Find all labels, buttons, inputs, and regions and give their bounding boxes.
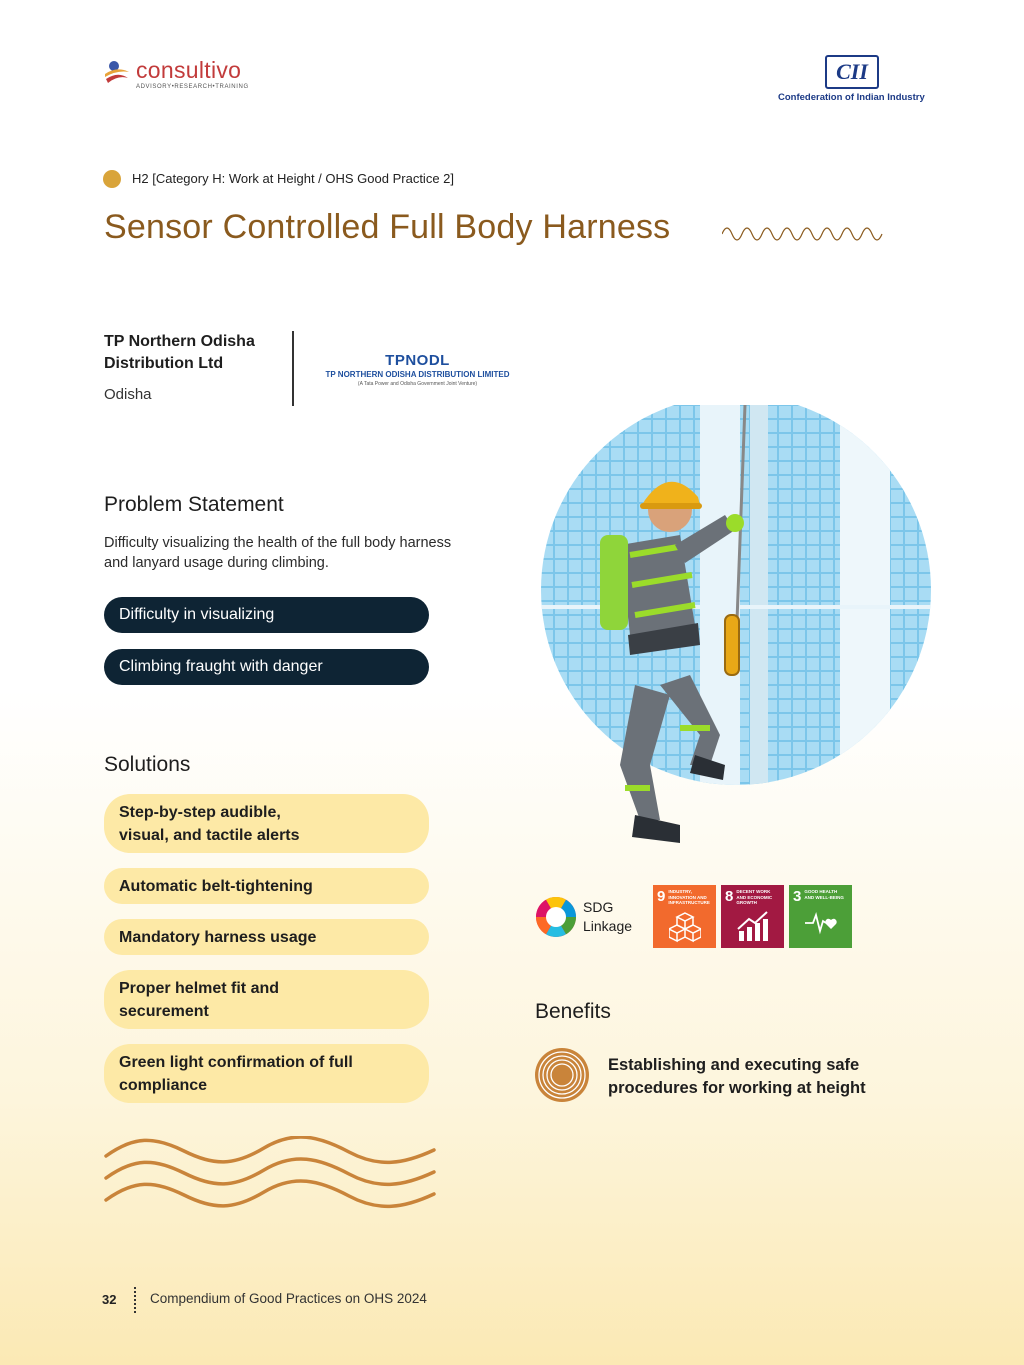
cii-name: Confederation of Indian Industry (778, 92, 925, 103)
problem-point: Climbing fraught with danger (104, 649, 429, 685)
cii-mark: CII (836, 59, 868, 84)
tpnodl-logo-short: TPNODL (385, 352, 450, 369)
consultivo-name: consultivo (136, 57, 242, 83)
tpnodl-logo-sub: (A Tata Power and Odisha Government Joint Venture) (357, 381, 478, 387)
cubes-icon (669, 911, 701, 943)
sdg-goal-9 (653, 885, 716, 948)
worker-climbing-illustration (540, 405, 932, 855)
sdg-goal-3 (789, 885, 852, 948)
problem-text: Difficulty visualizing the health of the full body harness and lanyard usage during climbing. (104, 535, 452, 571)
footer-divider (134, 1287, 136, 1313)
solution-item-label: Proper helmet fit and securement (119, 979, 280, 1020)
sdg-goal-label: DECENT WORK AND ECONOMIC GROWTH (736, 889, 773, 905)
sdg-goal-label: GOOD HEALTH AND WELL-BEING (804, 889, 844, 900)
category-dot (103, 170, 121, 188)
decorative-waves (104, 1136, 436, 1216)
solution-item-label: Mandatory harness usage (119, 928, 317, 946)
organization-name: TP Northern Odisha Distribution Ltd (104, 333, 255, 372)
benefits-heading: Benefits (535, 1000, 611, 1023)
sdg-label-line1: SDG (583, 899, 614, 915)
solution-item (104, 919, 429, 955)
benefit-text: Establishing and executing safe procedures for working at height (608, 1056, 866, 1097)
consultivo-tagline: ADVISORY•RESEARCH•TRAINING (136, 84, 249, 90)
problem-heading: Problem Statement (104, 493, 284, 516)
heartbeat-icon (805, 911, 839, 935)
page-title: Sensor Controlled Full Body Harness (104, 208, 671, 246)
solution-item (104, 1044, 429, 1103)
category-label: H2 [Category H: Work at Height / OHS Good Practice 2] (132, 171, 454, 186)
sdg-goal-number: 3 (793, 888, 802, 905)
sdg-goal-8 (721, 885, 784, 948)
solution-item-label: Automatic belt-tightening (119, 877, 313, 895)
sdg-label-line2: Linkage (583, 918, 633, 934)
solution-item-label: Green light confirmation of full compliance (119, 1053, 353, 1094)
consultivo-logo (102, 58, 249, 90)
sdg-wheel-icon (535, 896, 577, 938)
solutions-heading: Solutions (104, 753, 191, 776)
page-number: 32 (102, 1292, 117, 1307)
cii-logo (778, 55, 926, 103)
tpnodl-logo-full: TP NORTHERN ODISHA DISTRIBUTION LIMITED (325, 370, 510, 379)
sdg-label (583, 898, 632, 936)
growth-chart-icon (737, 911, 769, 943)
solution-item (104, 970, 429, 1029)
organization-location: Odisha (104, 386, 152, 403)
sdg-goal-number: 9 (657, 888, 666, 905)
ripple-icon (534, 1047, 590, 1103)
solution-item (104, 794, 429, 853)
organization-divider (292, 331, 294, 406)
consultivo-logo-icon (102, 58, 132, 88)
sdg-goal-number: 8 (725, 888, 734, 905)
problem-point: Difficulty in visualizing (104, 597, 429, 633)
sdg-goal-label: INDUSTRY, INNOVATION AND INFRASTRUCTURE (668, 889, 710, 905)
title-squiggle (722, 226, 886, 242)
solution-item (104, 868, 429, 904)
tpnodl-logo (310, 352, 525, 387)
solution-item-label: Step-by-step audible, visual, and tactile alerts (119, 803, 300, 844)
footer-text: Compendium of Good Practices on OHS 2024 (150, 1291, 427, 1306)
